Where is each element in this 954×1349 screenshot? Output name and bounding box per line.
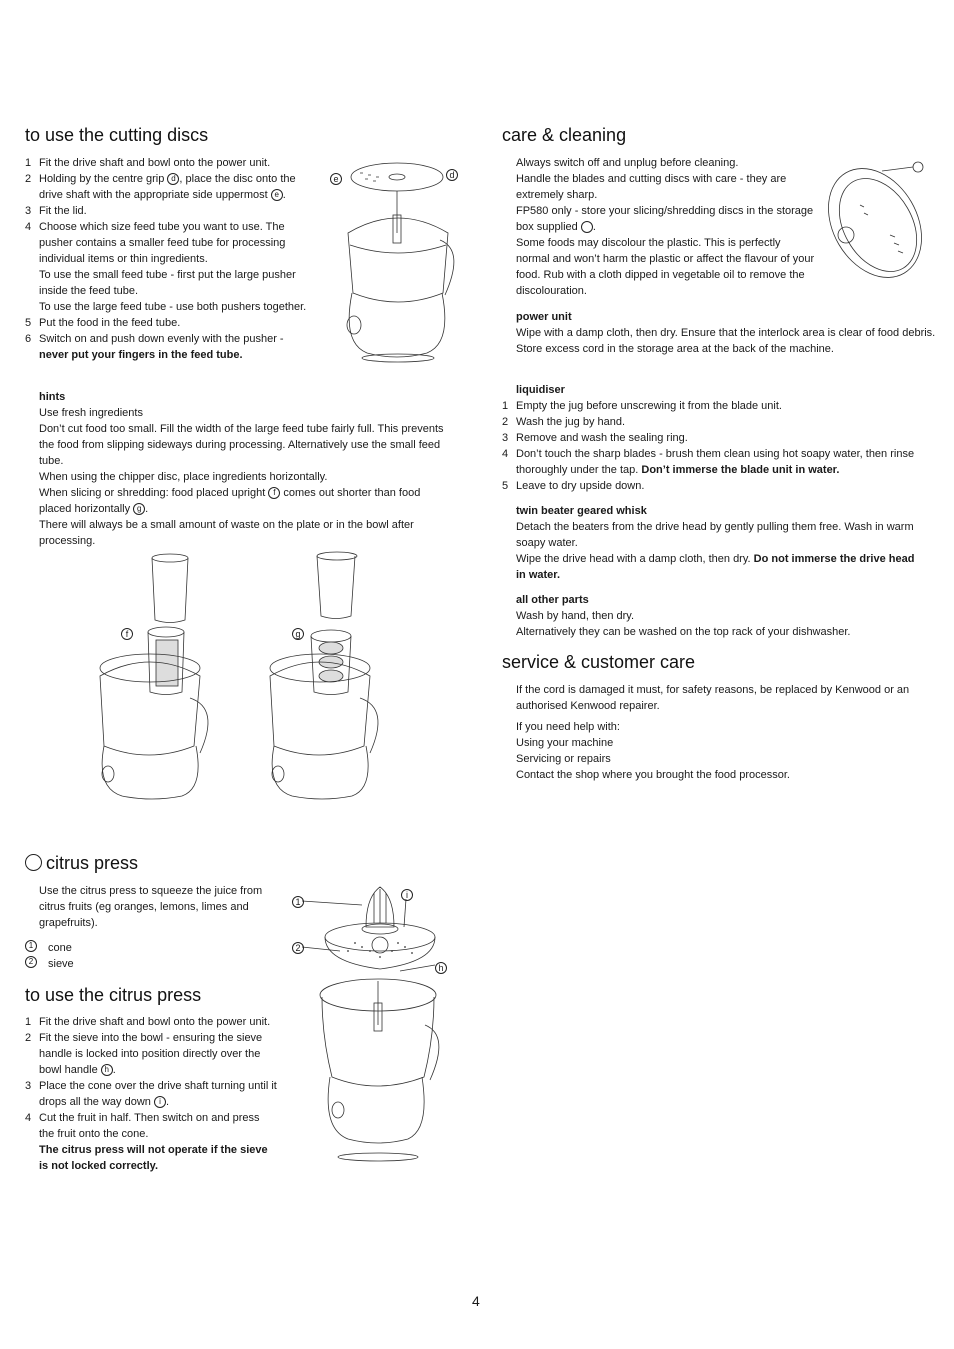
power-unit-section: power unit Wipe with a damp cloth, then dry. Ensure that the interlock area is clear of food debris. Store excess cord in the storage area at the back of the machine.: [516, 311, 936, 355]
list-item: 2 Wash the jug by hand.: [502, 416, 626, 428]
label-i: i: [401, 889, 413, 901]
whisk-section: twin beater geared whisk Detach the beaters from the drive head by gently pulling them free. Wash in warm soapy water. Wipe the drive head with a damp cloth, then dry. Do not immerse the drive head in water.: [516, 503, 926, 583]
cutting-steps: [25, 155, 317, 363]
liquidiser-section: [502, 382, 932, 494]
other-parts-title: all other parts: [516, 594, 589, 606]
callout-d-icon: d: [167, 173, 179, 185]
other-parts-section: all other parts Wash by hand, then dry. Alternatively they can be washed on the top rack of your dishwasher.: [516, 592, 926, 640]
storage-box-callout-icon: [581, 221, 593, 233]
list-item: 1 Fit the drive shaft and bowl onto the power unit.: [25, 1016, 271, 1028]
care-cleaning-title: care & cleaning: [502, 125, 627, 145]
list-item: 5 Leave to dry upside down.: [502, 480, 645, 492]
citrus-intro: Use the citrus press to squeeze the juice from citrus fruits (eg oranges, lemons, limes and grapefruits).: [39, 885, 263, 929]
list-item: 4 Choose which size feed tube you want to use. The pusher contains a smaller feed tube for processing individual items or thin ingredients. To use the small feed tube - first put the large pusher inside the feed tube. To use the large feed tube - use both pushers together.: [25, 221, 307, 313]
list-item: 1 Fit the drive shaft and bowl onto the power unit.: [25, 157, 271, 169]
use-citrus-title: to use the citrus press: [25, 985, 202, 1005]
label-g: g: [292, 628, 304, 640]
callout-i-icon: i: [154, 1096, 166, 1108]
label-1: 1: [292, 896, 304, 908]
list-item: 3 Fit the lid.: [25, 205, 87, 217]
service-body: If the cord is damaged it must, for safety reasons, be replaced by Kenwood or an authorised Kenwood repairer. If you need help with: Using your machine Servicing or repairs Contact the shop where you brought the food processor.: [516, 684, 910, 781]
list-item: 5 Put the food in the feed tube.: [25, 317, 181, 329]
whisk-title: twin beater geared whisk: [516, 505, 647, 517]
power-unit-title: power unit: [516, 311, 572, 323]
page-number: 4: [472, 1293, 480, 1309]
callout-f-icon: f: [268, 487, 280, 499]
food-processor-horizontal-illustration: [265, 548, 400, 798]
liquidiser-title: liquidiser: [516, 384, 565, 396]
service-title: service & customer care: [502, 652, 696, 672]
citrus-press-title: citrus press: [25, 853, 138, 874]
food-processor-upright-illustration: [90, 548, 225, 798]
list-item: 2 Holding by the centre grip d , place the disc onto the drive shaft with the appropriate side uppermost e .: [25, 173, 296, 201]
list-item: 3 Remove and wash the sealing ring.: [502, 432, 688, 444]
citrus-press-icon: [25, 854, 42, 871]
list-item: 1 Empty the jug before unscrewing it from the blade unit.: [502, 400, 782, 412]
care-intro: Always switch off and unplug before cleaning. Handle the blades and cutting discs with care - they are extremely sharp. FP580 only - store your slicing/shredding discs in the storage box supplied . Some foods may discolour the plastic. This is perfectly normal and won’t harm the plastic or affect the flavour of your food. Rub with a cloth dipped in vegetable oil to remove the discolouration.: [516, 157, 815, 297]
list-item: 6 Switch on and push down evenly with the pusher - never put your fingers in the feed tube.: [25, 333, 284, 361]
label-2: 2: [292, 942, 304, 954]
callout-e-icon: e: [271, 189, 283, 201]
callout-g-icon: g: [133, 503, 145, 515]
list-item: 2 sieve: [25, 956, 225, 972]
list-item: 3 Place the cone over the drive shaft turning until it drops all the way down i .: [25, 1080, 277, 1108]
citrus-parts: [25, 940, 225, 972]
list-item: 1 cone: [25, 940, 225, 956]
food-processor-disc-illustration: [330, 155, 465, 365]
label-f: f: [121, 628, 133, 640]
label-h: h: [435, 962, 447, 974]
label-e: e: [330, 173, 342, 185]
hints-block: hints Use fresh ingredients Don’t cut food too small. Fill the width of the large feed tube fairly full. This prevents the food from slipping sideways during processing. Alternatively use the small feed tube. When using the chipper disc, place ingredients horizontally. When slicing or shredding: food placed upright f comes out shorter than food placed horizontally g . There will always be a small amount of waste on the plate or in the bowl after processing.: [39, 389, 451, 549]
hints-title: hints: [39, 391, 66, 403]
callout-h-icon: h: [101, 1064, 113, 1076]
label-d: d: [446, 169, 458, 181]
list-item: 2 Fit the sieve into the bowl - ensuring the sieve handle is locked into position directly over the bowl handle h .: [25, 1032, 263, 1076]
list-item: 4 Cut the fruit in half. Then switch on and press the fruit onto the cone. The citrus press will not operate if the sieve is not locked correctly.: [25, 1112, 268, 1172]
list-item: 4 Don’t touch the sharp blades - brush them clean using hot soapy water, then rinse thoroughly under the tap. Don’t immerse the blade unit in water.: [502, 448, 915, 476]
cutting-discs-title: to use the cutting discs: [25, 125, 209, 145]
storage-box-illustration: [820, 155, 930, 290]
citrus-press-illustration: [300, 885, 450, 1165]
citrus-steps: [25, 1014, 277, 1174]
